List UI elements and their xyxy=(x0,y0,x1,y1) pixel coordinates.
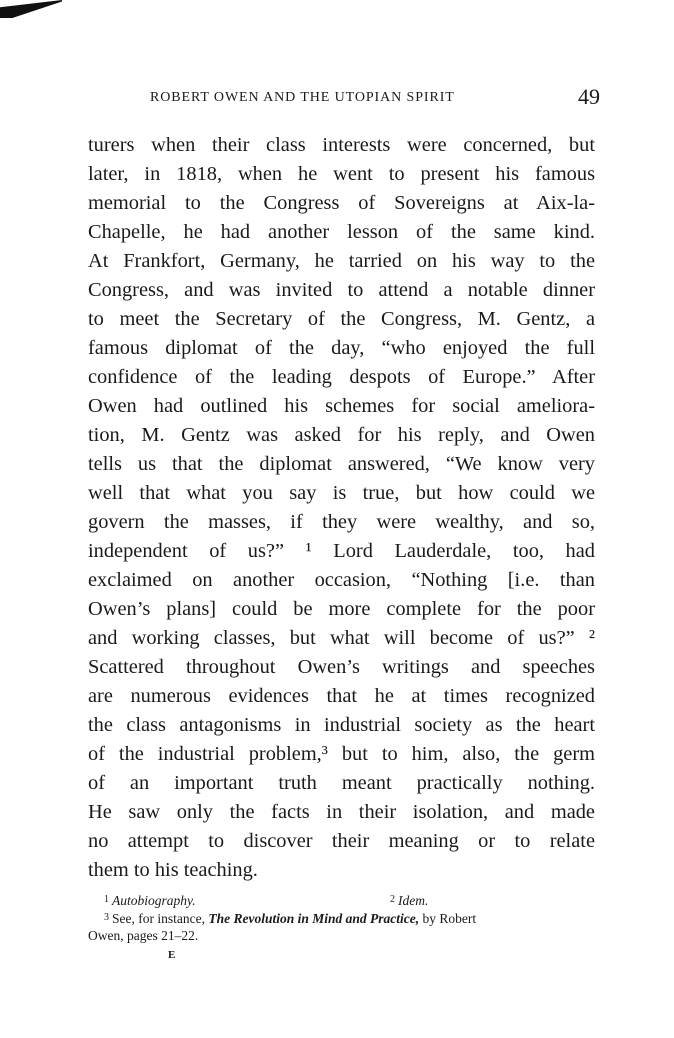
body-line: Congress, and was invited to attend a notable dinner xyxy=(88,279,595,301)
body-line: famous diplomat of the day, “who enjoyed the full xyxy=(88,337,595,359)
body-line: them to his teaching. xyxy=(88,859,258,881)
footnote-1 xyxy=(104,891,196,910)
footnote-row xyxy=(88,927,595,945)
body-line: govern the masses, if they were wealthy, and so, xyxy=(88,511,595,533)
running-title: ROBERT OWEN AND THE UTOPIAN SPIRIT xyxy=(150,90,455,105)
body-line: He saw only the facts in their isolation, and made xyxy=(88,801,595,823)
page-header xyxy=(150,84,600,114)
footnote-book-title: The Revolution in Mind and Practice, xyxy=(208,911,420,926)
footnotes xyxy=(88,891,595,945)
body-line: confidence of the leading despots of Europe.” After xyxy=(88,366,595,388)
body-line: of an important truth meant practically nothing. xyxy=(88,772,595,794)
body-line: and working classes, but what will become of us?” ² xyxy=(88,627,595,649)
body-line: independent of us?” ¹ Lord Lauderdale, too, had xyxy=(88,540,595,562)
body-line: later, in 1818, when he went to present his famous xyxy=(88,163,595,185)
body-line: tion, M. Gentz was asked for his reply, and Owen xyxy=(88,424,595,446)
footnote-text: Idem. xyxy=(398,893,429,908)
body-line: no attempt to discover their meaning or to relate xyxy=(88,830,595,852)
body-line: well that what you say is true, but how could we xyxy=(88,482,595,504)
page-number: 49 xyxy=(578,84,600,109)
body-line: tells us that the diplomat answered, “We know very xyxy=(88,453,595,475)
footnote-2 xyxy=(390,891,428,910)
signature-mark: E xyxy=(168,949,176,961)
footnote-row xyxy=(88,891,595,909)
body-line: Owen had outlined his schemes for social ameliora- xyxy=(88,395,595,417)
body-line: memorial to the Congress of Sovereigns at Aix-la- xyxy=(88,192,595,214)
body-line: are numerous evidences that he at times recognized xyxy=(88,685,595,707)
body-line: At Frankfort, Germany, he tarried on his way to the xyxy=(88,250,595,272)
body-line: Scattered throughout Owen’s writings and speeches xyxy=(88,656,595,678)
body-line: the class antagonisms in industrial society as the heart xyxy=(88,714,595,736)
footnote-text: See, for instance, xyxy=(112,911,209,926)
footnote-marker: 1 xyxy=(104,894,109,905)
body-line: exclaimed on another occasion, “Nothing [i.e. than xyxy=(88,569,595,591)
scan-corner-mark xyxy=(0,0,62,18)
body-line: to meet the Secretary of the Congress, M. Gentz, a xyxy=(88,308,595,330)
footnote-marker: 3 xyxy=(104,912,109,923)
body-line: Owen’s plans] could be more complete for the poor xyxy=(88,598,595,620)
footnote-3-continued: Owen, pages 21–22. xyxy=(88,928,199,943)
body-text xyxy=(88,131,595,885)
footnote-text: Autobiography. xyxy=(112,893,196,908)
body-line: of the industrial problem,³ but to him, also, the germ xyxy=(88,743,595,765)
footnote-row xyxy=(88,909,595,927)
body-line: Chapelle, he had another lesson of the same kind. xyxy=(88,221,595,243)
footnote-marker: 2 xyxy=(390,894,395,905)
footnote-text: by Robert xyxy=(419,911,477,926)
footnote-3 xyxy=(104,909,476,928)
body-line: turers when their class interests were concerned, but xyxy=(88,134,595,156)
